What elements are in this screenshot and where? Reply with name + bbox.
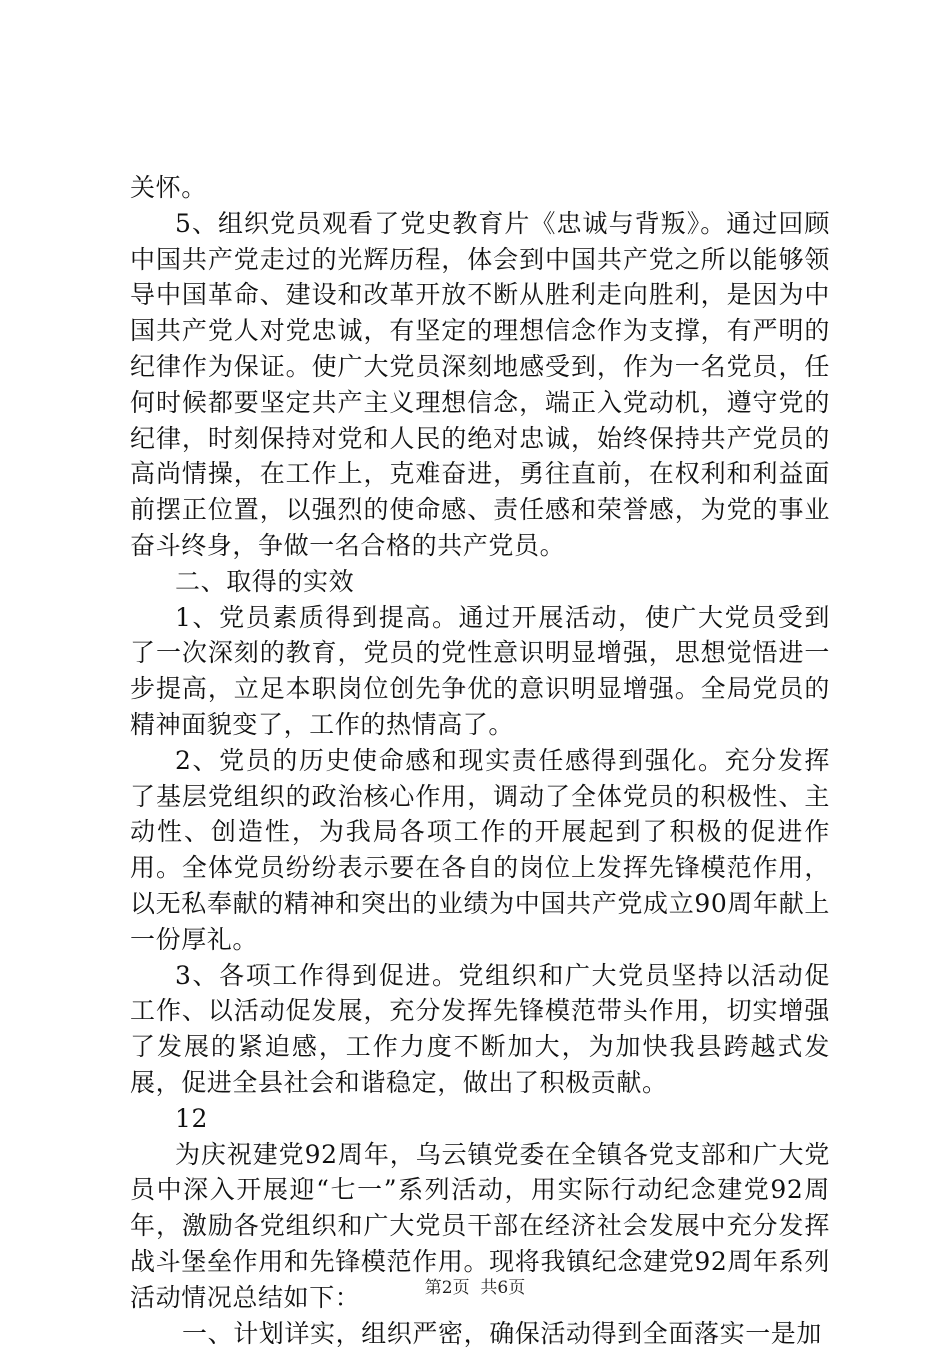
paragraph-result-3: 3、各项工作得到促进。党组织和广大党员坚持以活动促工作、以活动促发展，充分发挥先锋模范带头作用，切实增强了发展的紧迫感，工作力度不断加大，为加快我县跨越式发展，促进全县社会和谐稳定，做出了积极贡献。 (130, 958, 830, 1101)
page-footer (0, 1278, 950, 1298)
section-heading-results: 二、取得的实效 (130, 564, 830, 600)
paragraph-item-5: 5、组织党员观看了党史教育片《忠诚与背叛》。通过回顾中国共产党走过的光辉历程，体会到中国共产党之所以能够领导中国革命、建设和改革开放不断从胜利走向胜利，是因为中国共产党人对党忠诚，有坚定的理想信念作为支撑，有严明的纪律作为保证。使广大党员深刻地感受到，作为一名党员，任何时候都要坚定共产主义理想信念，端正入党动机，遵守党的纪律，时刻保持对党和人民的绝对忠诚，始终保持共产党员的高尚情操，在工作上，克难奋进，勇往直前，在权利和利益面前摆正位置，以强烈的使命感、责任感和荣誉感，为党的事业奋斗终身，争做一名合格的共产党员。 (130, 206, 830, 564)
section-heading-plan: 一、计划详实，组织严密，确保活动得到全面落实一是加 (130, 1316, 830, 1351)
paragraph-result-1: 1、党员素质得到提高。通过开展活动，使广大党员受到了一次深刻的教育，党员的党性意识明显增强，思想觉悟进一步提高，立足本职岗位创先争优的意识明显增强。全局党员的精神面貌变了，工作的热情高了。 (130, 600, 830, 743)
paragraph-intro: 为庆祝建党92周年，乌云镇党委在全镇各党支部和广大党员中深入开展迎“七一”系列活动，用实际行动纪念建党92周年，激励各党组织和广大党员干部在经济社会发展中充分发挥战斗堡垒作用和先锋模范作用。现将我镇纪念建党92周年系列活动情况总结如下： (130, 1137, 830, 1316)
section-number: 12 (130, 1101, 830, 1137)
page-number-label: 第2页 共6页 (425, 1278, 525, 1298)
paragraph-result-2: 2、党员的历史使命感和现实责任感得到强化。充分发挥了基层党组织的政治核心作用，调动了全体党员的积极性、主动性、创造性，为我局各项工作的开展起到了积极的促进作用。全体党员纷纷表示要在各自的岗位上发挥先锋模范作用，以无私奉献的精神和突出的业绩为中国共产党成立90周年献上一份厚礼。 (130, 743, 830, 958)
document-body (130, 170, 830, 1351)
paragraph-continuation: 关怀。 (130, 170, 830, 206)
